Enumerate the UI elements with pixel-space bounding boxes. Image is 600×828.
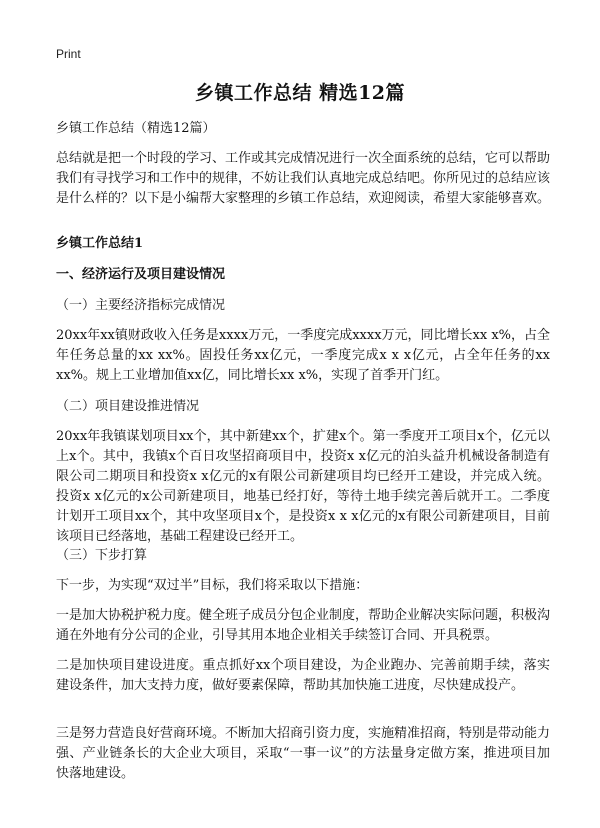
sub-heading-indicators: （一）主要经济指标完成情况 bbox=[56, 298, 226, 313]
sub-heading-next-steps: （三）下步打算 bbox=[56, 548, 148, 563]
section-heading-1: 乡镇工作总结1 bbox=[56, 236, 144, 251]
measure-paragraph-3: 三是努力营造良好营商环境。不断加大招商引资力度，实施精准招商，特别是带动能力强、产业链条长的大企业大项目，采取“一事一议”的方法量身定做方案，推进项目加快落地建设。 bbox=[56, 726, 551, 781]
measure-paragraph-2: 二是加快项目建设进度。重点抓好xx个项目建设，为企业跑办、完善前期手续，落实建设条件，加大支持力度，做好要素保障，帮助其加快施工进度，尽快建成投产。 bbox=[56, 658, 550, 693]
next-steps-intro: 下一步，为实现“双过半”目标，我们将采取以下措施： bbox=[56, 578, 369, 593]
part-heading-economy: 一、经济运行及项目建设情况 bbox=[56, 267, 226, 282]
document-subtitle: 乡镇工作总结（精选12篇） bbox=[56, 121, 216, 136]
document-title: 乡镇工作总结 精选12篇 bbox=[194, 82, 406, 104]
indicators-paragraph: 20xx年xx镇财政收入任务是xxxx万元，一季度完成xxxx万元，同比增长xx x%，占全年任务总量的xx xx%。固投任务xx亿元，一季度完成x x x亿元，占全年任务的xx xx%。规上工业增加值xx亿，同比增长xx x%，实现了首季开门红。 bbox=[56, 328, 551, 383]
intro-paragraph: 总结就是把一个时段的学习、工作或其完成情况进行一次全面系统的总结，它可以帮助我们有寻找学习和工作中的规律，不妨让我们认真地完成总结吧。你所见过的总结应该是什么样的？以下是小编帮大家整理的乡镇工作总结，欢迎阅读，希望大家能够喜欢。 bbox=[56, 151, 551, 206]
sub-heading-projects: （二）项目建设推进情况 bbox=[56, 399, 200, 414]
measure-paragraph-1: 一是加大协税护税力度。健全班子成员分包企业制度，帮助企业解决实际问题，积极沟通在外地有分公司的企业，引导其用本地企业相关手续签订合同、开具税票。 bbox=[56, 608, 551, 643]
projects-paragraph: 20xx年我镇谋划项目xx个，其中新建xx个，扩建x个。第一季度开工项目x个，亿元以上x个。其中，我镇x个百日攻坚招商项目中，投资x x亿元的泊头益升机械设备制造有限公司二期项目和投资x x亿元的x有限公司新建项目均已经开工建设，并完成入统。投资x x亿元的x公司新建项目，地基已经打好，等待土地手续完善后就开工。二季度计划开工项目xx个，其中攻坚项目x个，是投资x x x亿元的x有限公司新建项目，目前该项目已经落地，基础工程建设已经开工。 bbox=[56, 429, 550, 544]
print-link[interactable]: Print bbox=[56, 47, 81, 61]
